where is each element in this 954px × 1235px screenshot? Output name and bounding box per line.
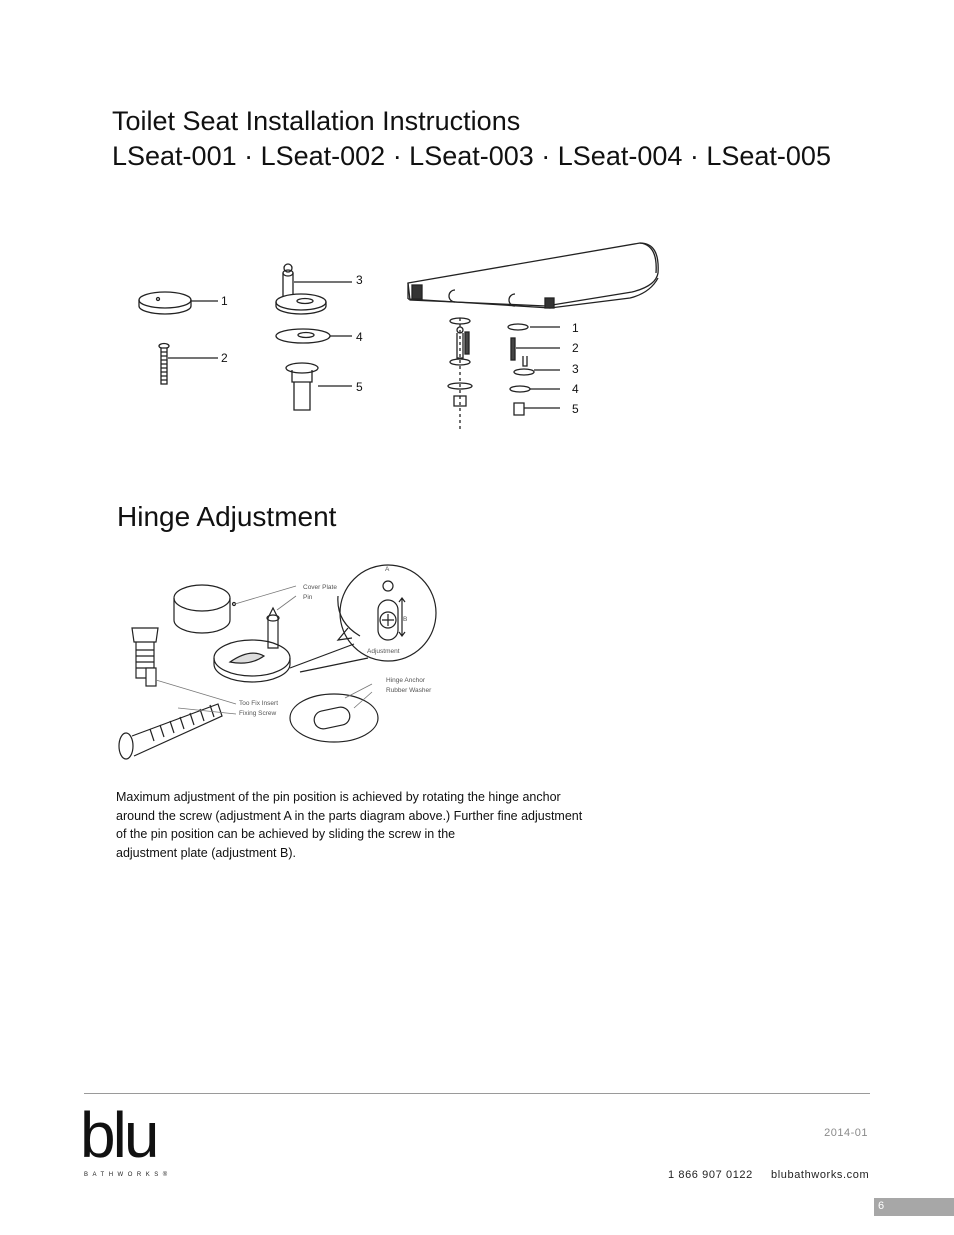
brand-logo: blu bbox=[80, 1099, 157, 1171]
phone-number: 1 866 907 0122 bbox=[668, 1169, 753, 1181]
section-heading: Hinge Adjustment bbox=[117, 501, 337, 532]
model-list: LSeat-001 · LSeat-002 · LSeat-003 · LSeat-004 · LSeat-005 bbox=[112, 141, 831, 171]
paragraph-line: adjustment plate (adjustment B). bbox=[116, 845, 296, 860]
footer-divider bbox=[84, 1093, 870, 1094]
page-number: 6 bbox=[878, 1200, 885, 1212]
label-adjustment: Adjustment bbox=[367, 648, 400, 655]
label-pin: Pin bbox=[303, 594, 313, 601]
page-title: Toilet Seat Installation Instructions bbox=[112, 106, 521, 136]
label-fixing-screw: Fixing Screw bbox=[239, 710, 277, 717]
callout-right-3: 3 bbox=[572, 362, 579, 376]
label-hinge-anchor: Hinge Anchor bbox=[386, 677, 426, 684]
adjustment-description bbox=[116, 788, 636, 862]
document-date: 2014-01 bbox=[824, 1127, 868, 1139]
callout-right-2: 2 bbox=[572, 341, 579, 355]
paragraph-line: of the pin position can be achieved by sliding the screw in the bbox=[116, 827, 456, 841]
callout-left-3: 3 bbox=[356, 273, 363, 287]
brand-tagline: BATHWORKS® bbox=[84, 1172, 172, 1178]
callout-left-2: 2 bbox=[221, 351, 228, 365]
callout-left-5: 5 bbox=[356, 380, 363, 394]
label-cover-plate: Cover Plate bbox=[303, 584, 337, 591]
label-b: B bbox=[403, 616, 408, 623]
label-a: A bbox=[385, 566, 390, 573]
paragraph-line: Maximum adjustment of the pin position is achieved by rotating the hinge anchor bbox=[116, 790, 561, 804]
hinge-diagram bbox=[110, 558, 450, 768]
callout-right-1: 1 bbox=[572, 321, 579, 335]
website-link[interactable]: blubathworks.com bbox=[771, 1169, 870, 1181]
label-rubber-washer: Rubber Washer bbox=[386, 687, 432, 694]
label-too-fix-insert: Too Fix Insert bbox=[239, 700, 279, 707]
callout-left-1: 1 bbox=[221, 294, 228, 308]
page-number-tab bbox=[874, 1198, 954, 1216]
callout-right-4: 4 bbox=[572, 382, 579, 396]
callout-left-4: 4 bbox=[356, 330, 363, 344]
parts-diagram bbox=[120, 228, 680, 448]
paragraph-line: around the screw (adjustment A in the parts diagram above.) Further fine adjustment bbox=[116, 808, 583, 823]
callout-right-5: 5 bbox=[572, 402, 579, 416]
